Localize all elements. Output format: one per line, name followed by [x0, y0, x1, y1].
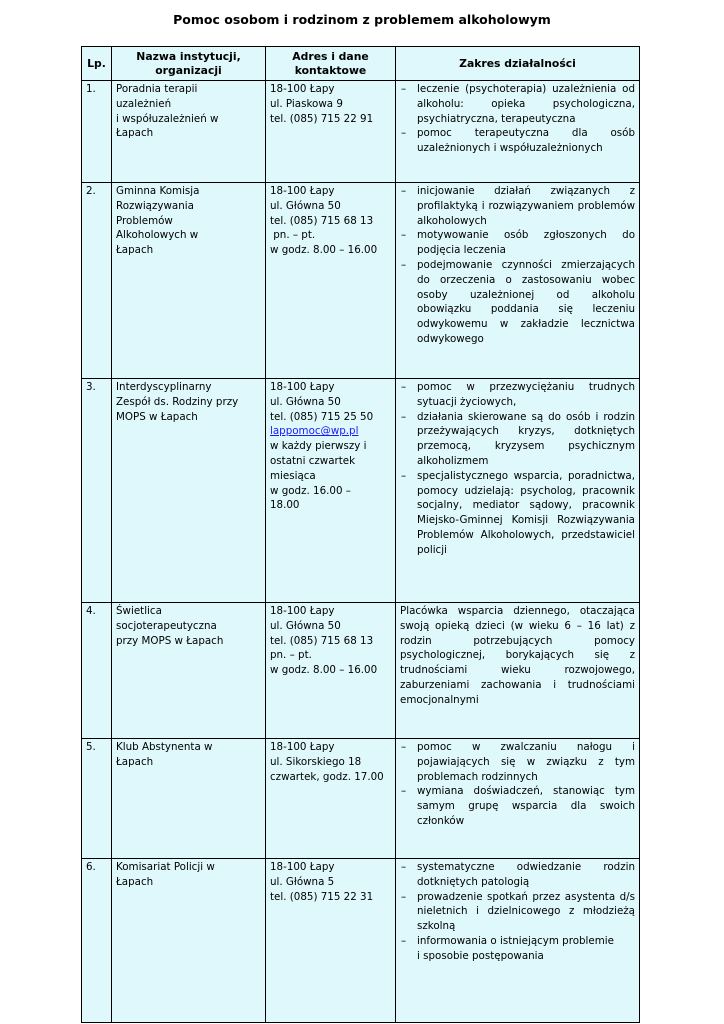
- activity-item: – prowadzenie spotkań przez asystenta d/s nieletnich i dzielnicowego z młodzieżą szkolną: [400, 890, 635, 934]
- row-number: 4.: [82, 603, 112, 739]
- institution-scope: [396, 603, 640, 739]
- activity-list: [400, 740, 635, 829]
- address-line: pn. – pt.: [270, 649, 312, 662]
- header-address: Adres i dane kontaktowe: [266, 47, 396, 81]
- institution-scope: [396, 859, 640, 1023]
- activity-list: [400, 184, 635, 347]
- name-line: socjoterapeutyczna: [116, 619, 217, 632]
- address-line: 18-100 Łapy: [270, 185, 335, 197]
- address-line: 18-100 Łapy: [270, 381, 335, 393]
- email-link[interactable]: lappomoc@wp.pl: [270, 425, 359, 438]
- activity-item: – motywowanie osób zgłoszonych do podjęcia leczenia: [400, 228, 635, 258]
- institutions-table: [81, 46, 640, 1023]
- activity-list: [400, 380, 635, 558]
- name-line: Łapach: [116, 755, 154, 768]
- table-row: [82, 859, 640, 1023]
- name-line: Rozwiązywania: [116, 199, 194, 212]
- institution-address: [266, 859, 396, 1023]
- activity-item: – pomoc w zwalczaniu nałogu i pojawiających się w związku z tym problemach rodzinnych: [400, 740, 635, 784]
- name-line: uzależnień: [116, 97, 172, 110]
- name-line: i współuzależnień w: [116, 112, 219, 125]
- address-line: ul. Główna 50: [270, 619, 341, 632]
- name-line: przy MOPS w Łapach: [116, 634, 224, 647]
- institution-scope: [396, 81, 640, 183]
- row-number: 6.: [82, 859, 112, 1023]
- institution-scope: [396, 379, 640, 603]
- institution-name: [112, 739, 266, 859]
- address-line: 18-100 Łapy: [270, 861, 335, 873]
- institution-address: [266, 603, 396, 739]
- institution-name: [112, 183, 266, 379]
- address-line: w godz. 16.00 –: [270, 484, 351, 497]
- address-line: w każdy pierwszy i: [270, 440, 367, 453]
- institution-scope: [396, 739, 640, 859]
- address-line: w godz. 8.00 – 16.00: [270, 244, 378, 257]
- address-line: pn. – pt.: [270, 229, 316, 242]
- name-line: Gminna Komisja: [116, 185, 200, 197]
- address-line: tel. (085) 715 68 13: [270, 634, 374, 647]
- institution-name: [112, 603, 266, 739]
- name-line: Poradnia terapii: [116, 83, 198, 95]
- activity-list: [400, 82, 635, 156]
- institution-address: [266, 739, 396, 859]
- name-line: Zespół ds. Rodziny przy: [116, 395, 239, 408]
- activity-item: – pomoc terapeutyczna dla osób uzależnionych i współuzależnionych: [400, 126, 635, 156]
- address-line: ul. Główna 50: [270, 395, 341, 408]
- table-row: [82, 739, 640, 859]
- header-scope: Zakres działalności: [396, 47, 640, 81]
- address-line: 18-100 Łapy: [270, 83, 335, 95]
- activity-item: – wymiana doświadczeń, stanowiąc tym samym grupę wsparcia dla swoich członków: [400, 784, 635, 828]
- name-line: Świetlica: [116, 605, 162, 617]
- address-line: tel. (085) 715 22 31: [270, 890, 374, 903]
- name-line: Komisariat Policji w: [116, 861, 215, 873]
- activity-item: – podejmowanie czynności zmierzających do orzeczenia o zastosowaniu wobec osoby uzależnionej od alkoholu obowiązku poddania się leczeniu odwykowemu w zakładzie lecznictwa odwykowego: [400, 258, 635, 347]
- activity-item: – leczenie (psychoterapia) uzależnienia od alkoholu: opieka psychologiczna, psychiatryczna, terapeutyczna: [400, 82, 635, 126]
- header-name: Nazwa instytucji, organizacji: [112, 47, 266, 81]
- name-line: Łapach: [116, 875, 154, 888]
- institution-scope: [396, 183, 640, 379]
- scope-description: Placówka wsparcia dziennego, otaczająca swoją opieką dzieci (w wieku 6 – 16 lat) z rodzin potrzebujących pomocy psychologicznej, borykających się z trudnościami wieku rozwojowego, zaburzeniami zachowania i trudnościami emocjonalnymi: [400, 605, 635, 706]
- address-line: ostatni czwartek: [270, 454, 356, 467]
- institution-name: [112, 379, 266, 603]
- header-lp: Lp.: [82, 47, 112, 81]
- name-line: Alkoholowych w: [116, 229, 199, 242]
- address-line: czwartek, godz. 17.00: [270, 770, 384, 783]
- page-title: Pomoc osobom i rodzinom z problemem alkoholowym: [173, 12, 551, 27]
- name-line: Klub Abstynenta w: [116, 741, 213, 753]
- activity-item: – systematyczne odwiedzanie rodzin dotkniętych patologią: [400, 860, 635, 890]
- institution-name: [112, 859, 266, 1023]
- name-line: Łapach: [116, 244, 154, 257]
- address-line: tel. (085) 715 68 13: [270, 214, 374, 227]
- activity-list: [400, 860, 635, 949]
- institution-address: [266, 379, 396, 603]
- address-line: ul. Piaskowa 9: [270, 97, 343, 110]
- table-row: [82, 379, 640, 603]
- address-line: ul. Sikorskiego 18: [270, 755, 362, 768]
- row-number: 1.: [82, 81, 112, 183]
- activity-item: – informowania o istniejącym problemie: [400, 934, 635, 949]
- address-line: tel. (085) 715 25 50: [270, 410, 374, 423]
- table-header-row: [82, 47, 640, 81]
- name-line: Problemów: [116, 214, 173, 227]
- institution-address: [266, 81, 396, 183]
- table-row: [82, 183, 640, 379]
- activity-item: – specjalistycznego wsparcia, poradnictwa, pomocy udzielają: psycholog, pracownik socjalny, mediator sądowy, pracownik Miejsko-Gminnej Komisji Rozwiązywania Problemów Alkoholowych, przedstawiciel policji: [400, 469, 635, 558]
- row-number: 3.: [82, 379, 112, 603]
- name-line: Łapach: [116, 127, 154, 140]
- activity-continuation: i sposobie postępowania: [417, 949, 544, 962]
- name-line: Interdyscyplinarny: [116, 381, 212, 393]
- address-line: ul. Główna 50: [270, 199, 341, 212]
- row-number: 2.: [82, 183, 112, 379]
- row-number: 5.: [82, 739, 112, 859]
- address-line: 18-100 Łapy: [270, 741, 335, 753]
- address-line: ul. Główna 5: [270, 875, 335, 888]
- activity-item: – działania skierowane są do osób i rodzin przeżywających kryzys, dotkniętych przemocą, kryzysem psychicznym alkoholizmem: [400, 410, 635, 469]
- address-line: 18.00: [270, 499, 300, 512]
- table-row: [82, 81, 640, 183]
- activity-item: – pomoc w przezwyciężaniu trudnych sytuacji życiowych,: [400, 380, 635, 410]
- address-line: w godz. 8.00 – 16.00: [270, 664, 378, 677]
- address-line: 18-100 Łapy: [270, 605, 335, 617]
- activity-item: – inicjowanie działań związanych z profilaktyką i rozwiązywaniem problemów alkoholowych: [400, 184, 635, 228]
- name-line: MOPS w Łapach: [116, 410, 198, 423]
- address-line: miesiąca: [270, 469, 316, 482]
- table-row: [82, 603, 640, 739]
- address-line: tel. (085) 715 22 91: [270, 112, 374, 125]
- institution-address: [266, 183, 396, 379]
- institution-name: [112, 81, 266, 183]
